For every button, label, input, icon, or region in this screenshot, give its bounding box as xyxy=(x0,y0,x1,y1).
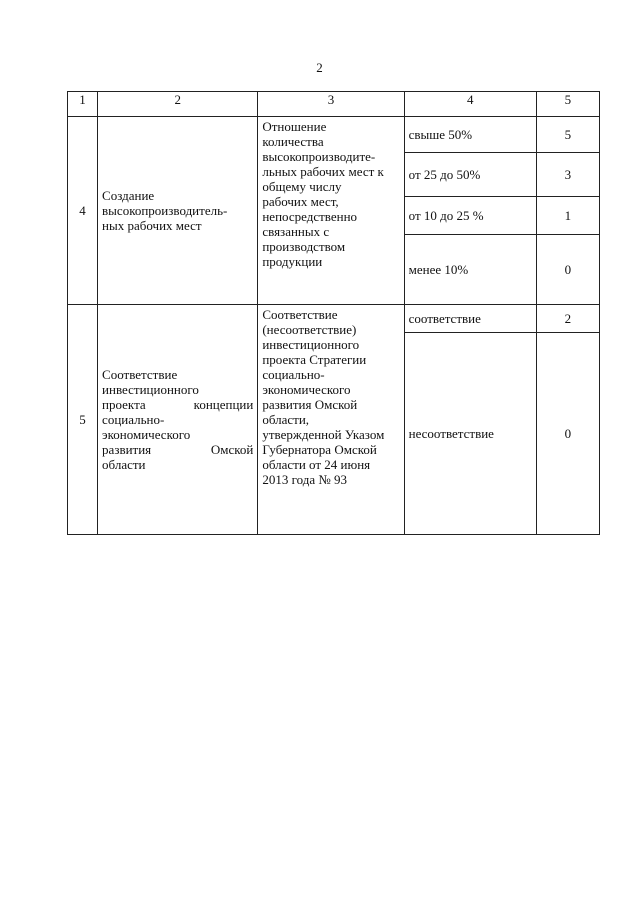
condition-cell: менее 10% xyxy=(404,235,536,305)
score-cell: 1 xyxy=(536,197,599,235)
table-row xyxy=(68,117,600,153)
criterion-line: утвержденной Указом xyxy=(262,427,385,442)
column-header: 2 xyxy=(98,92,258,117)
condition-cell: соответствие xyxy=(404,305,536,333)
criterion-line: Соответствие xyxy=(262,307,338,322)
criterion-line: количества xyxy=(262,134,324,149)
indicator-line: Создание xyxy=(102,188,155,203)
criterion-line: проекта Стратегии xyxy=(262,352,367,367)
row-number: 4 xyxy=(68,117,98,305)
indicator-line: ных рабочих мест xyxy=(102,218,202,233)
criterion-line: производством xyxy=(262,239,346,254)
indicator-line: проекта концепции xyxy=(102,397,254,412)
criterion-line: непосредственно xyxy=(262,209,358,224)
indicator-line: социально- xyxy=(102,412,165,427)
condition-cell: несоответствие xyxy=(404,333,536,535)
condition-cell: свыше 50% xyxy=(404,117,536,153)
column-header: 5 xyxy=(536,92,599,117)
criterion-line: общему числу xyxy=(262,179,342,194)
criteria-table xyxy=(67,91,600,535)
criterion-line: области, xyxy=(262,412,310,427)
indicator-line: инвестиционного xyxy=(102,382,199,397)
header-row xyxy=(68,92,600,117)
indicator-line: развития Омской xyxy=(102,442,254,457)
score-cell: 0 xyxy=(536,333,599,535)
condition-cell: от 25 до 50% xyxy=(404,153,536,197)
criterion-line: высокопроизводите- xyxy=(262,149,376,164)
criterion-line: Отношение xyxy=(262,119,327,134)
criterion-line: 2013 года № 93 xyxy=(262,472,348,487)
criterion-line: связанных с xyxy=(262,224,330,239)
criterion-line: (несоответствие) xyxy=(262,322,357,337)
criterion-line: инвестиционного xyxy=(262,337,360,352)
criterion-cell xyxy=(258,305,404,535)
column-header: 4 xyxy=(404,92,536,117)
criterion-line: области от 24 июня xyxy=(262,457,371,472)
column-header: 1 xyxy=(68,92,98,117)
indicator-line: области xyxy=(102,457,146,472)
criterion-line: продукции xyxy=(262,254,323,269)
row-number: 5 xyxy=(68,305,98,535)
criterion-line: льных рабочих мест к xyxy=(262,164,384,179)
column-header: 3 xyxy=(258,92,404,117)
criterion-cell xyxy=(258,117,404,305)
table-row xyxy=(68,305,600,333)
score-cell: 3 xyxy=(536,153,599,197)
criterion-line: рабочих мест, xyxy=(262,194,339,209)
score-cell: 2 xyxy=(536,305,599,333)
criterion-line: экономического xyxy=(262,382,351,397)
indicator-cell xyxy=(98,117,258,305)
criterion-line: развития Омской xyxy=(262,397,358,412)
indicator-line: высокопроизводитель- xyxy=(102,203,228,218)
condition-cell: от 10 до 25 % xyxy=(404,197,536,235)
criterion-line: Губернатора Омской xyxy=(262,442,377,457)
criterion-line: социально- xyxy=(262,367,325,382)
indicator-line: экономического xyxy=(102,427,191,442)
indicator-line: Соответствие xyxy=(102,367,178,382)
score-cell: 0 xyxy=(536,235,599,305)
indicator-cell xyxy=(98,305,258,535)
page-number: 2 xyxy=(316,60,323,75)
score-cell: 5 xyxy=(536,117,599,153)
